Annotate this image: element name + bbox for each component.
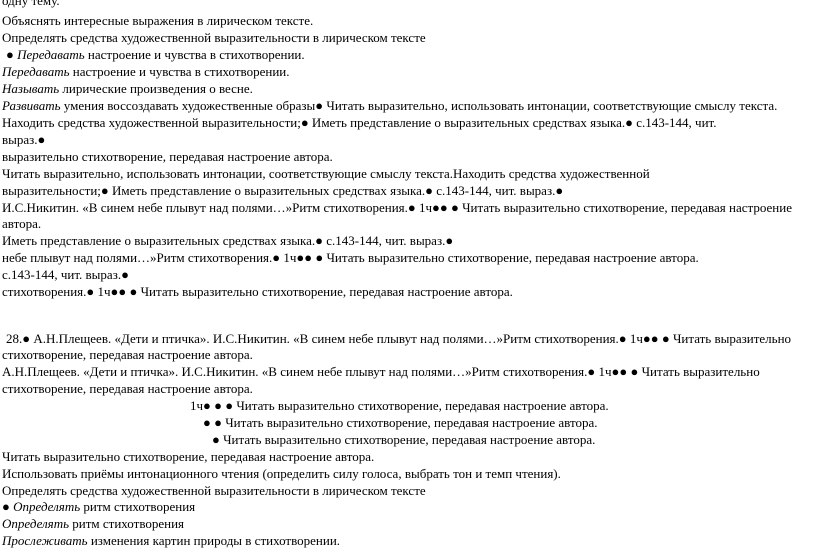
text-line: ● Определять ритм стихотворения xyxy=(2,499,196,514)
text-line: Развивать умения воссоздавать художественные образы● Читать выразительно, использовать интонации, соответствующие смыслу текста. xyxy=(2,98,778,113)
text-line: Читать выразительно стихотворение, передавая настроение автора. xyxy=(2,449,375,464)
text-line: 1ч● ● ● Читать выразительно стихотворение, передавая настроение автора. xyxy=(190,398,609,413)
text-line: выраз.● xyxy=(2,132,46,147)
text-line: Использовать приёмы интонационного чтения (определить силу голоса, выбрать тон и темп чтения). xyxy=(2,466,561,481)
text-line: 28.● А.Н.Плещеев. «Дети и птичка». И.С.Никитин. «В синем небе плывут над полями…»Ритм стихотворения.● 1ч●● ● Читать выразительно xyxy=(6,331,792,346)
text-line: ● Передавать настроение и чувства в стихотворении. xyxy=(6,47,305,62)
text-line: И.С.Никитин. «В синем небе плывут над полями…»Ритм стихотворения.● 1ч●● ● Читать выразительно стихотворение, передавая настроение xyxy=(2,200,792,215)
text-line: одну тему. xyxy=(2,0,60,8)
text-line: стихотворение, передавая настроение автора. xyxy=(2,381,253,396)
text-line: А.Н.Плещеев. «Дети и птичка». И.С.Никитин. «В синем небе плывут над полями…»Ритм стихотворения.● 1ч●● ● Читать выразительно xyxy=(2,364,760,379)
text-line: Определять средства художественной выразительности в лирическом тексте xyxy=(2,30,426,45)
text-line: выразительности;● Иметь представление о выразительных средствах языка.● с.143-144, чит. выраз.● xyxy=(2,183,564,198)
text-line: Определять средства художественной выразительности в лирическом тексте xyxy=(2,483,426,498)
text-line: небе плывут над полями…»Ритм стихотворения.● 1ч●● ● Читать выразительно стихотворение, передавая настроение автора. xyxy=(2,250,699,265)
text-line: с.143-144, чит. выраз.● xyxy=(2,267,129,282)
text-line: стихотворения.● 1ч●● ● Читать выразительно стихотворение, передавая настроение автора. xyxy=(2,284,513,299)
text-line: выразительно стихотворение, передавая настроение автора. xyxy=(2,149,333,164)
text-line: Объяснять интересные выражения в лирическом тексте. xyxy=(2,13,314,28)
text-line: Читать выразительно, использовать интонации, соответствующие смыслу текста.Находить средства художественной xyxy=(2,166,650,181)
text-line: ● Читать выразительно стихотворение, передавая настроение автора. xyxy=(212,432,596,447)
text-line: Иметь представление о выразительных средствах языка.● с.143-144, чит. выраз.● xyxy=(2,233,454,248)
text-line: Передавать настроение и чувства в стихотворении. xyxy=(2,64,290,79)
text-line: автора. xyxy=(2,216,42,231)
bullet-icon: ● xyxy=(2,499,10,514)
text-line: стихотворение, передавая настроение автора. xyxy=(2,347,253,362)
bullet-icon: ● xyxy=(6,47,14,62)
text-line: Прослеживать изменения картин природы в стихотворении. xyxy=(2,533,341,548)
text-line: ● ● Читать выразительно стихотворение, передавая настроение автора. xyxy=(203,415,598,430)
text-line: Называть лирические произведения о весне. xyxy=(2,81,253,96)
text-line: Находить средства художественной выразительности;● Иметь представление о выразительных средствах языка.● с.143-144, чит. xyxy=(2,115,717,130)
text-line: Определять ритм стихотворения xyxy=(2,516,185,531)
